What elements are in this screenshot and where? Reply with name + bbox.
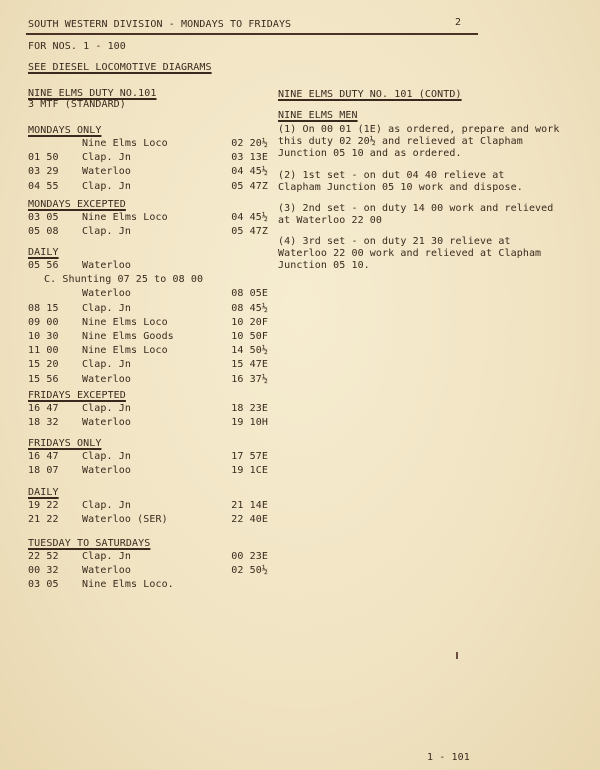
note-line: this duty 02 20½ and relieved at Clapham [278,136,523,147]
row-place: Clap. Jn [82,302,131,314]
row-place: Clap. Jn [82,152,131,164]
section-heading: FRIDAYS ONLY [28,438,102,449]
row-arrival: 03 13E [231,152,268,164]
row-place: Waterloo [82,373,131,385]
row-arrival: 02 50½ [231,565,268,577]
row-place: Clap. Jn [82,359,131,371]
row-place: Waterloo [82,465,131,477]
see-note: SEE DIESEL LOCOMOTIVE DIAGRAMS [28,62,212,73]
row-place: Nine Elms Loco [82,138,168,149]
header-title: SOUTH WESTERN DIVISION - MONDAYS TO FRIDAYS [28,19,292,30]
row-arrival: 15 47E [231,359,268,371]
row-place: Clap. Jn [82,500,131,511]
page-number: 2 [455,17,462,28]
note-line: Junction 05 10 and as ordered. [278,148,462,159]
row-place: Nine Elms Loco [82,345,168,357]
section-heading: TUESDAY TO SATURDAYS [28,538,151,549]
row-arrival: 18 23E [231,403,268,414]
row-arrival: 10 20F [231,316,268,328]
row-place: Nine Elms Loco [82,212,168,223]
note-line: at Waterloo 22 00 [278,215,383,226]
ink-mark [456,652,458,659]
row-place: Waterloo [82,260,131,271]
row-time: 03 29 [28,166,59,178]
men-heading: NINE ELMS MEN [278,110,358,121]
row-arrival: 08 05E [231,288,268,300]
note-line: (2) 1st set - on dut 04 40 relieve at [278,170,505,181]
note-line: (1) On 00 01 (1E) as ordered, prepare and work [278,124,560,135]
row-arrival: 05 47Z [231,226,268,238]
row-arrival: 17 57E [231,451,268,462]
row-time: 21 22 [28,514,59,526]
note-line: (3) 2nd set - on duty 14 00 work and relieved [278,203,554,214]
row-arrival: 04 45½ [231,166,268,178]
row-place: Clap. Jn [82,551,131,562]
section-heading: MONDAYS ONLY [28,125,102,136]
for-nos: FOR NOS. 1 - 100 [28,41,126,52]
row-time: 18 32 [28,417,59,429]
row-arrival: 00 23E [231,551,268,562]
row-arrival: 10 50F [231,331,268,342]
section-heading: FRIDAYS EXCEPTED [28,390,126,401]
row-place: Nine Elms Loco [82,316,168,328]
row-time: 03 05 [28,579,59,591]
row-time: 11 00 [28,345,59,357]
row-place: Clap. Jn [82,403,131,414]
row-time: 05 56 [28,260,59,271]
row-place: Clap. Jn [82,180,131,192]
note-line: Clapham Junction 05 10 work and dispose. [278,182,523,193]
row-arrival: 19 10H [231,417,268,429]
row-time: 22 52 [28,551,59,562]
row-place: Nine Elms Goods [82,331,174,342]
section-heading: DAILY [28,487,59,498]
row-place: C. Shunting 07 25 to 08 00 [44,274,204,286]
row-time: 19 22 [28,500,59,511]
row-arrival: 21 14E [231,500,268,511]
row-arrival: 04 45½ [231,212,268,223]
duty-subtitle: 3 MTF (STANDARD) [28,99,126,110]
row-arrival: 22 40E [231,514,268,526]
row-time: 03 05 [28,212,59,223]
row-place: Nine Elms Loco. [82,579,174,591]
right-title: NINE ELMS DUTY NO. 101 (CONTD) [278,89,462,100]
row-time: 15 56 [28,373,59,385]
note-line: Junction 05 10. [278,260,370,271]
section-heading: MONDAYS EXCEPTED [28,199,126,210]
row-arrival: 08 45½ [231,302,268,314]
row-time: 01 50 [28,152,59,164]
row-time: 16 47 [28,403,59,414]
row-time: 10 30 [28,331,59,342]
header-rule [26,33,478,35]
row-arrival: 16 37½ [231,373,268,385]
row-time: 04 55 [28,180,59,192]
note-line: Waterloo 22 00 work and relieved at Clapham [278,248,542,259]
row-arrival: 14 50½ [231,345,268,357]
row-arrival: 05 47Z [231,180,268,192]
row-place: Waterloo [82,166,131,178]
row-place: Waterloo [82,288,131,300]
row-time: 18 07 [28,465,59,477]
row-time: 09 00 [28,316,59,328]
section-heading: DAILY [28,247,59,258]
duty-title: NINE ELMS DUTY NO.101 [28,88,157,99]
note-line: (4) 3rd set - on duty 21 30 relieve at [278,236,511,247]
row-time: 00 32 [28,565,59,577]
row-arrival: 19 1CE [231,465,268,477]
row-place: Clap. Jn [82,226,131,238]
row-place: Waterloo (SER) [82,514,168,526]
row-time: 15 20 [28,359,59,371]
row-time: 05 08 [28,226,59,238]
row-time: 08 15 [28,302,59,314]
row-place: Waterloo [82,565,131,577]
row-arrival: 02 20½ [231,138,268,149]
row-time: 16 47 [28,451,59,462]
footer-page-ref: 1 - 101 [427,752,470,763]
row-place: Clap. Jn [82,451,131,462]
row-place: Waterloo [82,417,131,429]
